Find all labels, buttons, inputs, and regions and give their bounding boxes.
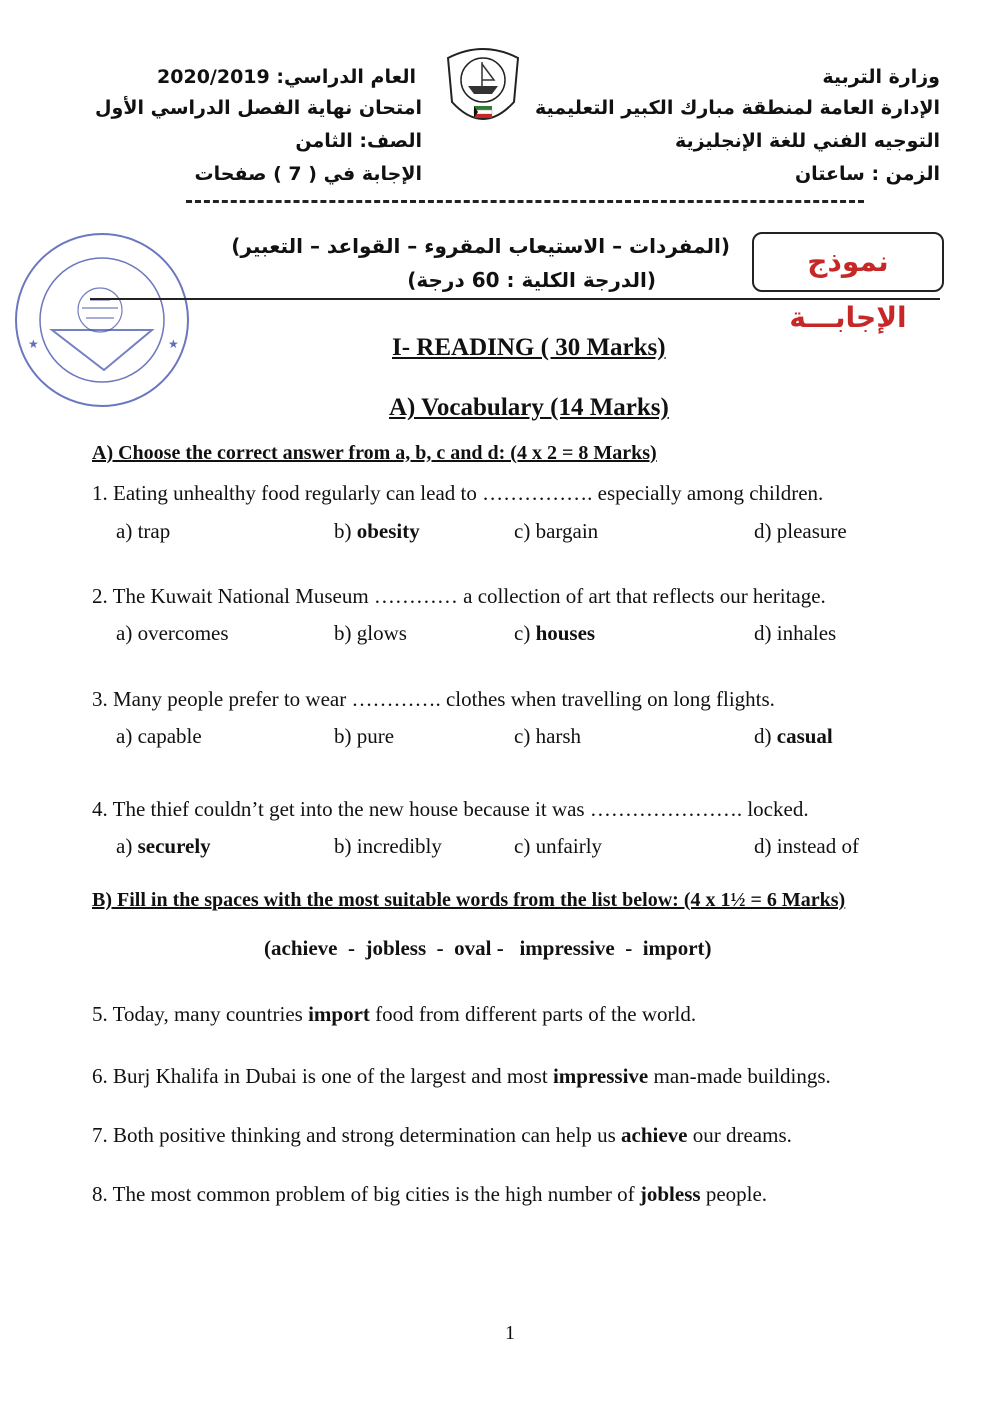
q4-option-b: b) incredibly bbox=[334, 834, 442, 858]
q1-option-c: c) bargain bbox=[514, 519, 599, 543]
q4-option-d: d) instead of bbox=[754, 834, 859, 858]
section-divider bbox=[90, 298, 940, 300]
fill-sentence-8 bbox=[92, 1182, 767, 1207]
kuwait-emblem bbox=[442, 44, 524, 134]
sentence-5-answer: import bbox=[308, 1002, 370, 1026]
q2-option-c: c) houses bbox=[514, 621, 596, 645]
fill-sentence-5 bbox=[92, 1002, 696, 1027]
q1-option-d: d) pleasure bbox=[754, 519, 847, 543]
exam-title-label: امتحان نهاية الفصل الدراسي الأول bbox=[95, 97, 422, 119]
sentence-7-post: our dreams. bbox=[687, 1123, 792, 1147]
q1-option-b: b) obesity bbox=[334, 519, 420, 543]
q3-option-a: a) capable bbox=[116, 724, 202, 748]
sentence-5-post: food from different parts of the world. bbox=[369, 1002, 697, 1026]
supervision-label: التوجيه الفني للغة الإنجليزية bbox=[674, 130, 940, 152]
pages-label: الإجابة في ( 7 ) صفحات bbox=[194, 163, 422, 185]
word-list: (achieve - jobless - oval - impressive - import) bbox=[264, 936, 712, 960]
svg-text:★: ★ bbox=[28, 337, 39, 351]
sentence-6-post: man-made buildings. bbox=[648, 1064, 831, 1088]
q3-option-d: d) casual bbox=[754, 724, 833, 748]
model-answer-box bbox=[752, 232, 944, 334]
q2-option-d: d) inhales bbox=[754, 621, 837, 645]
directorate-label: الإدارة العامة لمنطقة مبارك الكبير التعليمية bbox=[535, 97, 940, 119]
question-4: 4. The thief couldn’t get into the new house because it was …………………. locked. bbox=[92, 797, 809, 821]
sentence-6-pre: 6. Burj Khalifa in Dubai is one of the largest and most bbox=[92, 1064, 553, 1088]
question-3: 3. Many people prefer to wear …………. clothes when travelling on long flights. bbox=[92, 687, 775, 711]
q2-option-b: b) glows bbox=[334, 621, 407, 645]
q3-option-c: c) harsh bbox=[514, 724, 582, 748]
sections-label: (المفردات – الاستيعاب المقروء – القواعد – التعبير) bbox=[231, 234, 730, 258]
q1-option-a: a) trap bbox=[116, 519, 171, 543]
ministry-label: وزارة التربية bbox=[822, 66, 940, 88]
section-b-instruction: B) Fill in the spaces with the most suitable words from the list below: (4 x 1½ = 6 Marks) bbox=[92, 889, 846, 911]
sentence-8-answer: jobless bbox=[639, 1182, 701, 1206]
q4-option-c: c) unfairly bbox=[514, 834, 603, 858]
sentence-5-pre: 5. Today, many countries bbox=[92, 1002, 309, 1026]
total-marks-label: (الدرجة الكلية : 60 درجة) bbox=[407, 268, 656, 292]
page-number: 1 bbox=[505, 1322, 515, 1344]
sentence-6-answer: impressive bbox=[552, 1064, 649, 1088]
section-a-instruction: A) Choose the correct answer from a, b, c and d: (4 x 2 = 8 Marks) bbox=[92, 442, 657, 464]
fill-sentence-6 bbox=[92, 1064, 831, 1089]
q2-option-a: a) overcomes bbox=[116, 621, 229, 645]
sentence-8-pre: 8. The most common problem of big cities is the high number of bbox=[92, 1182, 640, 1206]
q3-option-b: b) pure bbox=[334, 724, 395, 748]
svg-text:★: ★ bbox=[168, 337, 179, 351]
grade-label: الصف: الثامن bbox=[295, 130, 422, 152]
time-label: الزمن : ساعتان bbox=[794, 163, 940, 185]
header-divider bbox=[186, 200, 864, 203]
question-2: 2. The Kuwait National Museum ………… a collection of art that reflects our heritage. bbox=[92, 584, 826, 608]
sentence-8-post: people. bbox=[700, 1182, 768, 1206]
q4-option-a: a) securely bbox=[116, 834, 211, 858]
reading-title: I- READING ( 30 Marks) bbox=[392, 334, 666, 361]
fill-sentence-7 bbox=[92, 1123, 792, 1148]
academic-year-label: العام الدراسي: 2020/2019 bbox=[157, 66, 416, 88]
question-1: 1. Eating unhealthy food regularly can lead to ……………. especially among children. bbox=[92, 481, 824, 505]
official-stamp bbox=[12, 230, 192, 410]
vocabulary-title: A) Vocabulary (14 Marks) bbox=[389, 394, 669, 421]
model-answer-label: نموذج الإجابـــة bbox=[789, 245, 907, 334]
sentence-7-pre: 7. Both positive thinking and strong determination can help us bbox=[92, 1123, 622, 1147]
sentence-7-answer: achieve bbox=[621, 1123, 688, 1147]
